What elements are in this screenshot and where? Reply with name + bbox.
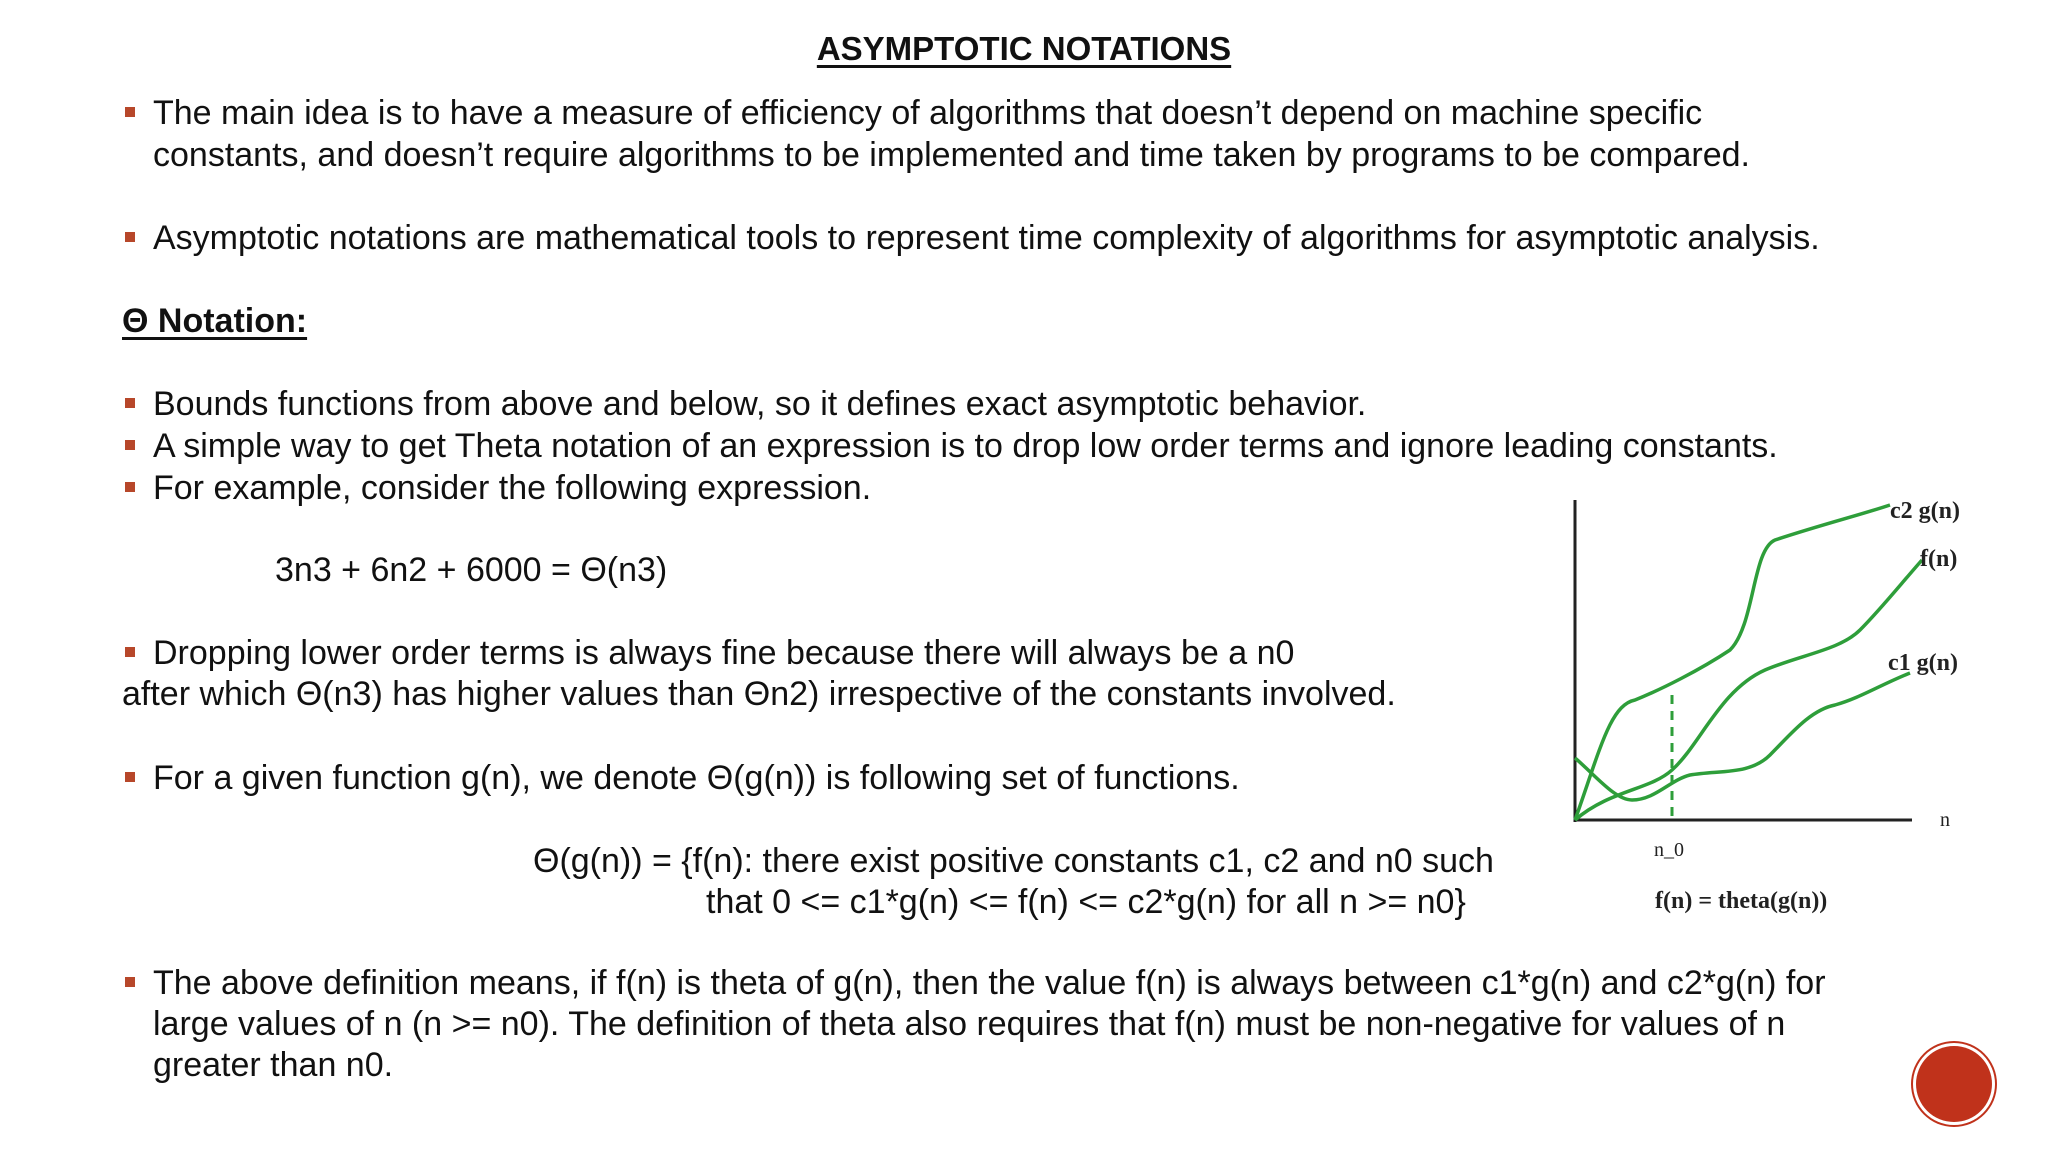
intro-bullet-1-line-2: constants, and doesn’t require algorithms to be implemented and time taken by programs to be compared. [153, 136, 1750, 174]
slide-title: ASYMPTOTIC NOTATIONS [816, 30, 1232, 67]
theta-bullet-2: A simple way to get Theta notation of an expression is to drop low order terms and ignore leading constants. [153, 427, 1778, 465]
theta-bullet-1: Bounds functions from above and below, so it defines exact asymptotic behavior. [153, 385, 1367, 423]
example-expression: 3n3 + 6n2 + 6000 = Θ(n3) [275, 551, 668, 589]
theta-bullet-3: For example, consider the following expression. [153, 469, 872, 507]
bullet-marker [125, 977, 135, 987]
dropping-line-1: Dropping lower order terms is always fine because there will always be a n0 [153, 634, 1295, 672]
bullet-marker [125, 440, 135, 450]
f-label: f(n) [1920, 546, 1958, 572]
theta-notation-heading: Θ Notation: [122, 302, 308, 340]
meaning-line-2: large values of n (n >= n0). The definition of theta also requires that f(n) must be non-negative for values of n [153, 1005, 1786, 1043]
meaning-line-1: The above definition means, if f(n) is theta of g(n), then the value f(n) is always between c1*g(n) and c2*g(n) for [153, 964, 1826, 1002]
bullet-marker [125, 772, 135, 782]
bullet-marker [125, 107, 135, 117]
slide-nav-button[interactable] [1916, 1046, 1992, 1122]
bullet-marker [125, 232, 135, 242]
definition-line-2: that 0 <= c1*g(n) <= f(n) <= c2*g(n) for all n >= n0} [706, 883, 1466, 921]
c1-g-label: c1 g(n) [1888, 650, 1958, 676]
intro-bullet-2: Asymptotic notations are mathematical tools to represent time complexity of algorithms for asymptotic analysis. [153, 219, 1820, 257]
dropping-line-2: after which Θ(n3) has higher values than Θn2) irrespective of the constants involved. [122, 675, 1396, 713]
meaning-line-3: greater than n0. [153, 1046, 394, 1084]
bullet-marker [125, 398, 135, 408]
theta-graph [1560, 490, 1990, 930]
n0-label: n_0 [1654, 839, 1684, 861]
c2-g-curve [1575, 505, 1890, 820]
n-axis-label: n [1940, 809, 1950, 831]
bullet-marker [125, 482, 135, 492]
definition-line-1: Θ(g(n)) = {f(n): there exist positive constants c1, c2 and n0 such [533, 842, 1494, 880]
bullet-marker [125, 647, 135, 657]
c2-g-label: c2 g(n) [1890, 498, 1960, 524]
c1-g-curve [1575, 673, 1910, 800]
given-function-bullet: For a given function g(n), we denote Θ(g(n)) is following set of functions. [153, 759, 1240, 797]
graph-caption: f(n) = theta(g(n)) [1655, 888, 1828, 914]
intro-bullet-1-line-1: The main idea is to have a measure of efficiency of algorithms that doesn’t depend on machine specific [153, 94, 1703, 132]
